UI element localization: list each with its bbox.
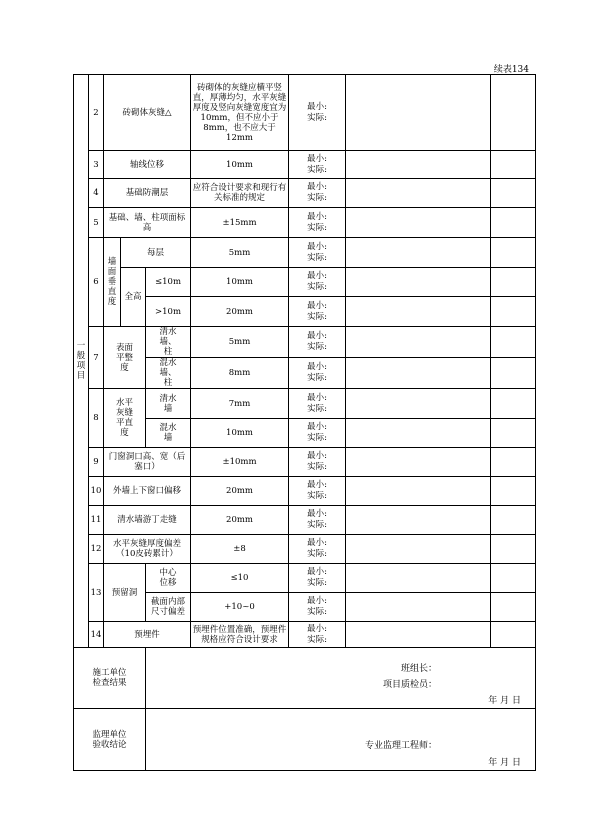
result-cell[interactable] <box>491 506 536 535</box>
result-cell[interactable] <box>491 208 536 238</box>
check-cell[interactable] <box>346 448 491 477</box>
sub-item: 清水 墙 <box>146 389 191 419</box>
result-cell[interactable] <box>491 622 536 648</box>
check-cell[interactable] <box>346 535 491 564</box>
requirement: 砖砌体的灰缝应横平竖直，厚薄均匀，水平灰缝厚度及竖向灰缝宽度宜为10mm，但不应小于8mm，也不应大于12mm <box>191 75 289 151</box>
requirement: 20mm <box>191 477 289 506</box>
supervision-row <box>74 709 536 771</box>
sub-item: 混水 墙 <box>146 419 191 448</box>
group-label: 水平 灰缝 平直 度 <box>104 389 146 448</box>
result-cell[interactable] <box>491 151 536 179</box>
check-cell[interactable] <box>346 593 491 622</box>
measured-cell: 最小: 实际: <box>289 208 346 238</box>
result-cell[interactable] <box>491 564 536 593</box>
check-cell[interactable] <box>346 238 491 268</box>
measured-cell: 最小: 实际: <box>289 297 346 327</box>
requirement: 应符合设计要求和现行有关标准的规定 <box>191 179 289 208</box>
requirement: ≤10 <box>191 564 289 593</box>
requirement: 10mm <box>191 151 289 179</box>
check-cell[interactable] <box>346 75 491 151</box>
engineer-label: 专业监理工程师： <box>365 741 438 751</box>
table-row <box>74 389 536 419</box>
requirement: 预埋件位置准确，预埋件规格应符合设计要求 <box>191 622 289 648</box>
check-cell[interactable] <box>346 297 491 327</box>
team-leader-label: 班组长： <box>401 664 438 674</box>
supervision-signature[interactable] <box>146 709 536 771</box>
requirement: ±8 <box>191 535 289 564</box>
item-number: 7 <box>89 327 104 389</box>
result-cell[interactable] <box>491 327 536 358</box>
measured-cell: 最小: 实际: <box>289 419 346 448</box>
item-number: 13 <box>89 564 104 622</box>
table-row <box>74 208 536 238</box>
item-number: 2 <box>89 75 104 151</box>
table-row <box>74 622 536 648</box>
check-cell[interactable] <box>346 151 491 179</box>
item-name: 轴线位移 <box>104 151 191 179</box>
sub-item: 中心 位移 <box>146 564 191 593</box>
result-cell[interactable] <box>491 477 536 506</box>
result-cell[interactable] <box>491 358 536 389</box>
check-cell[interactable] <box>346 564 491 593</box>
inspector-label: 项目质检员： <box>383 680 438 690</box>
sub-item: 清水 墙、 柱 <box>146 327 191 358</box>
check-cell[interactable] <box>346 477 491 506</box>
group-label: 预留洞 <box>104 564 146 622</box>
construction-date: 年 月 日 <box>488 696 522 706</box>
result-cell[interactable] <box>491 535 536 564</box>
item-number: 6 <box>89 238 104 327</box>
item-number: 8 <box>89 389 104 448</box>
requirement: ±10mm <box>191 448 289 477</box>
measured-cell: 最小: 实际: <box>289 622 346 648</box>
item-number: 10 <box>89 477 104 506</box>
measured-cell: 最小: 实际: <box>289 389 346 419</box>
measured-cell: 最小: 实际: <box>289 238 346 268</box>
check-cell[interactable] <box>346 327 491 358</box>
check-cell[interactable] <box>346 179 491 208</box>
result-cell[interactable] <box>491 419 536 448</box>
measured-cell: 最小: 实际: <box>289 75 346 151</box>
table-row <box>74 448 536 477</box>
table-row <box>74 238 536 268</box>
sub-item: 每层 <box>121 238 191 268</box>
result-cell[interactable] <box>491 75 536 151</box>
result-cell[interactable] <box>491 389 536 419</box>
sub-item: >10m <box>146 297 191 327</box>
item-name: 基础、墙、柱项面标高 <box>104 208 191 238</box>
item-number: 11 <box>89 506 104 535</box>
requirement: 7mm <box>191 389 289 419</box>
item-name: 砖砌体灰缝△ <box>104 75 191 151</box>
item-name: 门窗洞口高、宽（后塞口） <box>104 448 191 477</box>
item-name: 预埋件 <box>104 622 191 648</box>
sub-item: ≤10m <box>146 268 191 297</box>
item-number: 5 <box>89 208 104 238</box>
measured-cell: 最小: 实际: <box>289 358 346 389</box>
item-number: 3 <box>89 151 104 179</box>
table-row <box>74 477 536 506</box>
sub-item: 混水 墙、 柱 <box>146 358 191 389</box>
construction-signature[interactable] <box>146 648 536 709</box>
requirement: 10mm <box>191 268 289 297</box>
item-number: 12 <box>89 535 104 564</box>
construction-row <box>74 648 536 709</box>
item-name: 清水墙游丁走缝 <box>104 506 191 535</box>
requirement: 8mm <box>191 358 289 389</box>
item-number: 9 <box>89 448 104 477</box>
requirement: 5mm <box>191 238 289 268</box>
check-cell[interactable] <box>346 268 491 297</box>
group-label: 墙 面 垂 直 度 <box>104 238 121 327</box>
measured-cell: 最小: 实际: <box>289 268 346 297</box>
table-row <box>74 268 536 297</box>
measured-cell: 最小: 实际: <box>289 564 346 593</box>
table-row <box>74 75 536 151</box>
construction-label: 施工单位 检查结果 <box>74 648 146 709</box>
measured-cell: 最小: 实际: <box>289 179 346 208</box>
result-cell[interactable] <box>491 448 536 477</box>
item-name: 水平灰缝厚度偏差（10皮砖累计） <box>104 535 191 564</box>
check-cell[interactable] <box>346 389 491 419</box>
measured-cell: 最小: 实际: <box>289 448 346 477</box>
check-cell[interactable] <box>346 419 491 448</box>
item-name: 外墙上下窗口偏移 <box>104 477 191 506</box>
requirement: 5mm <box>191 327 289 358</box>
check-cell[interactable] <box>346 622 491 648</box>
requirement: 20mm <box>191 506 289 535</box>
requirement: 10mm <box>191 419 289 448</box>
result-cell[interactable] <box>491 297 536 327</box>
table-row <box>74 506 536 535</box>
result-cell[interactable] <box>491 238 536 268</box>
table-row <box>74 151 536 179</box>
measured-cell: 最小: 实际: <box>289 327 346 358</box>
supervision-date: 年 月 日 <box>488 758 522 768</box>
measured-cell: 最小: 实际: <box>289 477 346 506</box>
inspection-table <box>73 74 536 771</box>
result-cell[interactable] <box>491 593 536 622</box>
check-cell[interactable] <box>346 208 491 238</box>
item-name: 基础防潮层 <box>104 179 191 208</box>
check-cell[interactable] <box>346 506 491 535</box>
measured-cell: 最小: 实际: <box>289 506 346 535</box>
requirement: ±15mm <box>191 208 289 238</box>
table-row <box>74 535 536 564</box>
requirement: 20mm <box>191 297 289 327</box>
measured-cell: 最小: 实际: <box>289 535 346 564</box>
requirement: +10~0 <box>191 593 289 622</box>
measured-cell: 最小: 实际: <box>289 151 346 179</box>
result-cell[interactable] <box>491 268 536 297</box>
table-row <box>74 179 536 208</box>
item-number: 14 <box>89 622 104 648</box>
sub-item: 截面内部 尺寸偏差 <box>146 593 191 622</box>
general-items-label: 一 般 项 目 <box>74 75 89 648</box>
measured-cell: 最小: 实际: <box>289 593 346 622</box>
check-cell[interactable] <box>346 358 491 389</box>
result-cell[interactable] <box>491 179 536 208</box>
table-row <box>74 327 536 358</box>
continuation-label: 续表134 <box>493 65 529 75</box>
sub-item: 全高 <box>121 268 146 327</box>
supervision-label: 监理单位 验收结论 <box>74 709 146 771</box>
table-row <box>74 564 536 593</box>
group-label: 表面 平整 度 <box>104 327 146 389</box>
item-number: 4 <box>89 179 104 208</box>
